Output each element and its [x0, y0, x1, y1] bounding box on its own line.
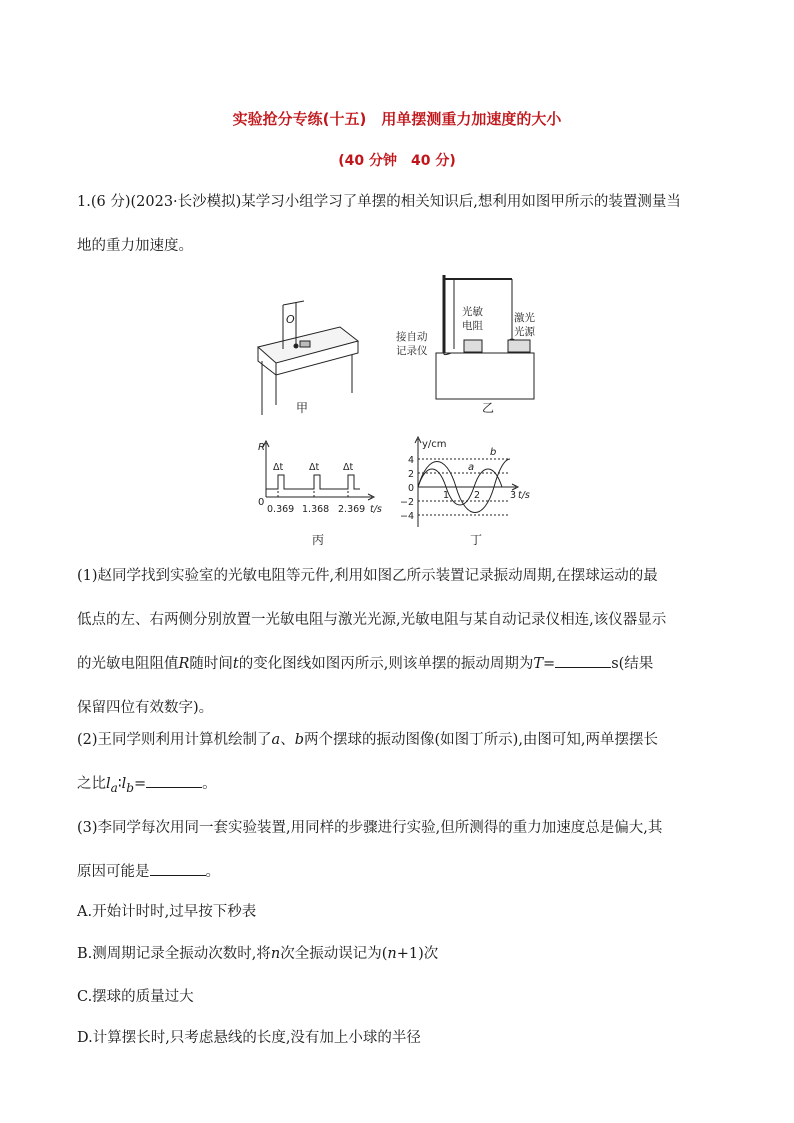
part2-line-1: (2)王同学则利用计算机绘制了a、b两个摆球的振动图像(如图丁所示),由图可知,两单摆摆长	[77, 732, 659, 748]
question-part-2	[77, 718, 717, 810]
bing-tick-1: 0.369	[267, 504, 295, 515]
figure-jia	[258, 301, 358, 415]
option-a[interactable]: A.开始计时时,过早按下秒表	[77, 904, 257, 920]
caption-bing: 丙	[312, 533, 325, 547]
label-O: O	[286, 313, 295, 326]
figure-ding	[415, 437, 518, 527]
part1-line-4: 保留四位有效数字)。	[77, 700, 214, 716]
label-auto-2: 记录仪	[396, 345, 428, 357]
part1-line-3: 的光敏电阻阻值R随时间t的变化图线如图丙所示,则该单摆的振动周期为T= s(结果	[77, 642, 717, 686]
intro-line-2: 地的重力加速度。	[77, 238, 193, 254]
label-laser-2: 光源	[514, 326, 535, 338]
bing-dt-2: Δt	[309, 462, 320, 473]
bing-dt-3: Δt	[343, 462, 354, 473]
answer-blank-3[interactable]	[150, 861, 206, 876]
part1-line-2: 低点的左、右两侧分别放置一光敏电阻与激光光源,光敏电阻与某自动记录仪相连,该仪器显示	[77, 612, 667, 628]
option-b[interactable]: B.测周期记录全振动次数时,将n次全振动误记为(n+1)次	[77, 946, 439, 962]
caption-yi: 乙	[482, 401, 495, 415]
label-photo-2: 电阻	[462, 320, 483, 332]
question-part-1	[77, 554, 717, 730]
caption-jia: 甲	[296, 401, 309, 415]
option-d[interactable]: D.计算摆长时,只考虑悬线的长度,没有加上小球的半径	[77, 1030, 421, 1046]
option-c[interactable]: C.摆球的质量过大	[77, 989, 194, 1005]
question-intro	[77, 180, 717, 268]
ding-label-b: b	[490, 447, 497, 458]
part2-line-2: 之比$l_a∶l_b=$ 。	[77, 762, 717, 810]
ding-ylabel: y/cm	[422, 439, 447, 450]
page-title: 实验抢分专练(十五) 用单摆测重力加速度的大小	[232, 110, 562, 128]
ding-ytick-0: 0	[408, 483, 415, 494]
label-photo-1: 光敏	[462, 306, 483, 318]
bing-tick-2: 1.368	[302, 504, 330, 515]
curve-b	[418, 459, 510, 513]
part3-line-1: (3)李同学每次用同一套实验装置,用同样的步骤进行实验,但所测得的重力加速度总是偏大,其	[77, 820, 663, 836]
bing-dt-1: Δt	[273, 462, 284, 473]
caption-ding: 丁	[470, 533, 483, 547]
label-laser-1: 激光	[514, 312, 535, 324]
ding-ytick-m4: −4	[400, 511, 415, 522]
answer-blank-2[interactable]	[146, 773, 202, 788]
page-subtitle: (40 分钟 40 分)	[338, 153, 456, 169]
ding-xtick-1: 1	[443, 490, 450, 501]
figure-panel	[240, 265, 570, 555]
bing-xlabel: t/s	[370, 504, 382, 515]
ding-xtick-2: 2	[474, 490, 481, 501]
ding-label-a: a	[468, 462, 475, 473]
ding-ytick-m2: −2	[400, 497, 415, 508]
label-auto-1: 接自动	[396, 331, 428, 343]
ding-ytick-2: 2	[408, 469, 415, 480]
part3-line-2: 原因可能是 。	[77, 850, 717, 894]
bing-origin: 0	[258, 497, 265, 508]
bing-tick-3: 2.369	[338, 504, 366, 515]
question-part-3	[77, 806, 717, 894]
intro-line-1: 1.(6 分)(2023·长沙模拟)某学习小组学习了单摆的相关知识后,想利用如图甲所示的装置测量当	[77, 194, 681, 210]
part1-line-1: (1)赵同学找到实验室的光敏电阻等元件,利用如图乙所示装置记录振动周期,在摆球运动的最	[77, 568, 658, 584]
ding-ytick-4: 4	[408, 455, 415, 466]
answer-blank-1[interactable]	[555, 653, 611, 668]
ding-xtick-3: 3	[510, 490, 517, 501]
ding-xlabel: t/s	[518, 490, 530, 501]
bing-ylabel: R	[258, 442, 265, 453]
